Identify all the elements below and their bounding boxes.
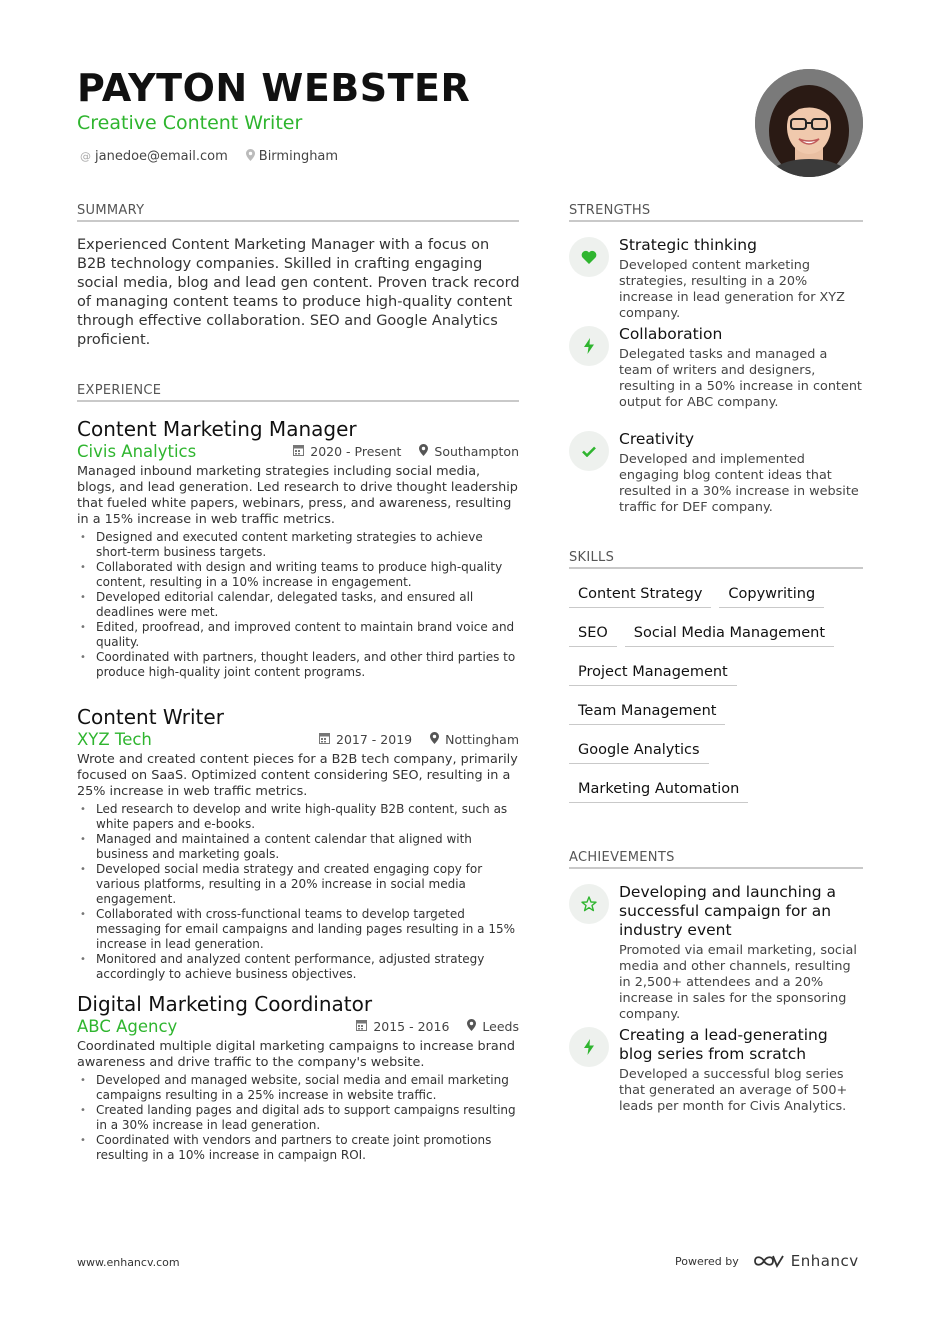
strength-item bbox=[569, 430, 864, 516]
job-dates: 2015 - 2016 bbox=[373, 1019, 450, 1034]
company-name: XYZ Tech bbox=[77, 730, 152, 749]
summary-text: Experienced Content Marketing Manager with a focus on B2B technology companies. Skilled in crafting engaging social media, blog and lead gen content. Proven track record of managing content teams to produce high-quality content through effective collaboration. SEO and Google Analytics proficient. bbox=[77, 237, 520, 348]
skills-heading: SKILLS bbox=[569, 550, 863, 569]
email-item[interactable] bbox=[80, 149, 228, 164]
skill-tag: SEO bbox=[569, 621, 617, 647]
job-location: Nottingham bbox=[445, 732, 519, 747]
list-item: • Coordinated with vendors and partners to create joint promotions resulting in a 10% increase in campaign ROI. bbox=[77, 1133, 519, 1163]
strength-description: Developed content marketing strategies, resulting in a 20% increase in lead generation for XYZ company. bbox=[619, 258, 845, 321]
strength-title: Creativity bbox=[619, 430, 695, 448]
company-name: Civis Analytics bbox=[77, 442, 197, 461]
at-icon: @ bbox=[80, 150, 91, 163]
list-item: • Developed social media strategy and created engaging copy for various platforms, resulting in a 20% increase in social media engagement. bbox=[77, 862, 519, 907]
achievement-item bbox=[569, 1026, 864, 1115]
brand-logo[interactable] bbox=[753, 1252, 859, 1270]
job-location: Leeds bbox=[482, 1019, 519, 1034]
profile-photo bbox=[755, 69, 863, 177]
location-item bbox=[246, 149, 338, 164]
skill-tag: Project Management bbox=[569, 660, 737, 686]
job-description: Managed inbound marketing strategies including social media, blogs, and lead generation. Led research to drive thought leadership that fueled white papers, webinars, press, and awareness, resulting in a 15% increase in web traffic metrics. bbox=[77, 464, 518, 527]
calendar-icon bbox=[319, 732, 330, 747]
list-item: • Collaborated with cross-functional teams to develop targeted messaging for email campaigns and landing pages resulting in a 15% increase in lead generation. bbox=[77, 907, 519, 952]
candidate-name: PAYTON WEBSTER bbox=[77, 66, 471, 110]
bolt-icon bbox=[569, 1027, 609, 1067]
skill-tag: Team Management bbox=[569, 699, 725, 725]
location-pin-icon bbox=[419, 444, 428, 459]
job-description: Wrote and created content pieces for a B2B tech company, primarily focused on SaaS. Optimized content considering SEO, resulting in a 25% increase in web traffic metrics. bbox=[77, 752, 518, 799]
footer-branding bbox=[675, 1252, 859, 1270]
strength-title: Collaboration bbox=[619, 325, 723, 343]
job-title: Digital Marketing Coordinator bbox=[77, 992, 373, 1016]
summary-heading: SUMMARY bbox=[77, 203, 519, 222]
job-location: Southampton bbox=[434, 444, 519, 459]
star-icon bbox=[569, 884, 609, 924]
location-pin-icon bbox=[467, 1019, 476, 1034]
achievement-title: Developing and launching a successful campaign for an industry event bbox=[619, 883, 836, 939]
job-title: Content Writer bbox=[77, 705, 224, 729]
job-bullets bbox=[77, 802, 519, 982]
contact-info bbox=[80, 149, 338, 164]
skill-tag: Social Media Management bbox=[625, 621, 834, 647]
experience-entry bbox=[77, 704, 519, 982]
email-text: janedoe@email.com bbox=[95, 149, 228, 164]
list-item: • Developed editorial calendar, delegated tasks, and ensured all deadlines were met. bbox=[77, 590, 519, 620]
achievement-description: Developed a successful blog series that generated an average of 500+ leads per month for Civis Analytics. bbox=[619, 1067, 848, 1114]
skill-tag: Marketing Automation bbox=[569, 777, 748, 803]
strength-item bbox=[569, 325, 864, 411]
enhancv-logo-icon bbox=[753, 1253, 785, 1269]
job-title: Content Marketing Manager bbox=[77, 417, 357, 441]
list-item: • Monitored and analyzed content performance, adjusted strategy accordingly to achieve business objectives. bbox=[77, 952, 519, 982]
location-pin-icon bbox=[246, 149, 255, 164]
list-item: • Collaborated with design and writing teams to produce high-quality content, resulting in a 10% increase in engagement. bbox=[77, 560, 519, 590]
job-dates: 2020 - Present bbox=[310, 444, 402, 459]
check-icon bbox=[569, 431, 609, 471]
strength-item bbox=[569, 236, 864, 322]
job-bullets bbox=[77, 1073, 519, 1163]
location-text: Birmingham bbox=[258, 149, 339, 164]
calendar-icon bbox=[293, 444, 304, 459]
list-item: • Managed and maintained a content calendar that aligned with business and marketing goals. bbox=[77, 832, 519, 862]
bolt-icon bbox=[569, 326, 609, 366]
brand-name: Enhancv bbox=[790, 1252, 859, 1270]
list-item: • Developed and managed website, social media and email marketing campaigns resulting in a 25% increase in website traffic. bbox=[77, 1073, 519, 1103]
calendar-icon bbox=[356, 1019, 367, 1034]
list-item: • Edited, proofread, and improved content to maintain brand voice and quality. bbox=[77, 620, 519, 650]
list-item: • Designed and executed content marketing strategies to achieve short-term business targets. bbox=[77, 530, 519, 560]
skill-tag: Copywriting bbox=[719, 582, 824, 608]
skill-tag: Content Strategy bbox=[569, 582, 711, 608]
achievement-title: Creating a lead-generating blog series from scratch bbox=[619, 1026, 828, 1063]
list-item: • Created landing pages and digital ads to support campaigns resulting in a 30% increase in lead generation. bbox=[77, 1103, 519, 1133]
footer-website[interactable]: www.enhancv.com bbox=[77, 1256, 180, 1269]
job-description: Coordinated multiple digital marketing campaigns to increase brand awareness and drive traffic to the company's website. bbox=[77, 1039, 515, 1070]
achievement-description: Promoted via email marketing, social media and other channels, resulting in 2,500+ attendees and a 20% increase in sales for the sponsoring company. bbox=[619, 943, 857, 1022]
strength-title: Strategic thinking bbox=[619, 236, 757, 254]
skills-list bbox=[569, 582, 869, 816]
list-item: • Coordinated with partners, thought leaders, and other third parties to produce high-quality joint content programs. bbox=[77, 650, 519, 680]
location-pin-icon bbox=[430, 732, 439, 747]
skill-tag: Google Analytics bbox=[569, 738, 709, 764]
list-item: • Led research to develop and write high-quality B2B content, such as white papers and e-books. bbox=[77, 802, 519, 832]
strengths-heading: STRENGTHS bbox=[569, 203, 863, 222]
experience-entry bbox=[77, 991, 519, 1163]
achievement-item bbox=[569, 883, 864, 1023]
job-dates: 2017 - 2019 bbox=[336, 732, 413, 747]
job-bullets bbox=[77, 530, 519, 680]
experience-entry bbox=[77, 416, 519, 680]
experience-heading: EXPERIENCE bbox=[77, 383, 519, 402]
candidate-role: Creative Content Writer bbox=[77, 112, 303, 134]
strength-description: Delegated tasks and managed a team of writers and designers, resulting in a 50% increase in content output for ABC company. bbox=[619, 347, 862, 410]
achievements-heading: ACHIEVEMENTS bbox=[569, 850, 863, 869]
heart-icon bbox=[569, 237, 609, 277]
strength-description: Developed and implemented engaging blog content ideas that resulted in a 30% increase in website traffic for DEF company. bbox=[619, 452, 859, 515]
company-name: ABC Agency bbox=[77, 1017, 178, 1036]
powered-by-text: Powered by bbox=[675, 1254, 739, 1268]
